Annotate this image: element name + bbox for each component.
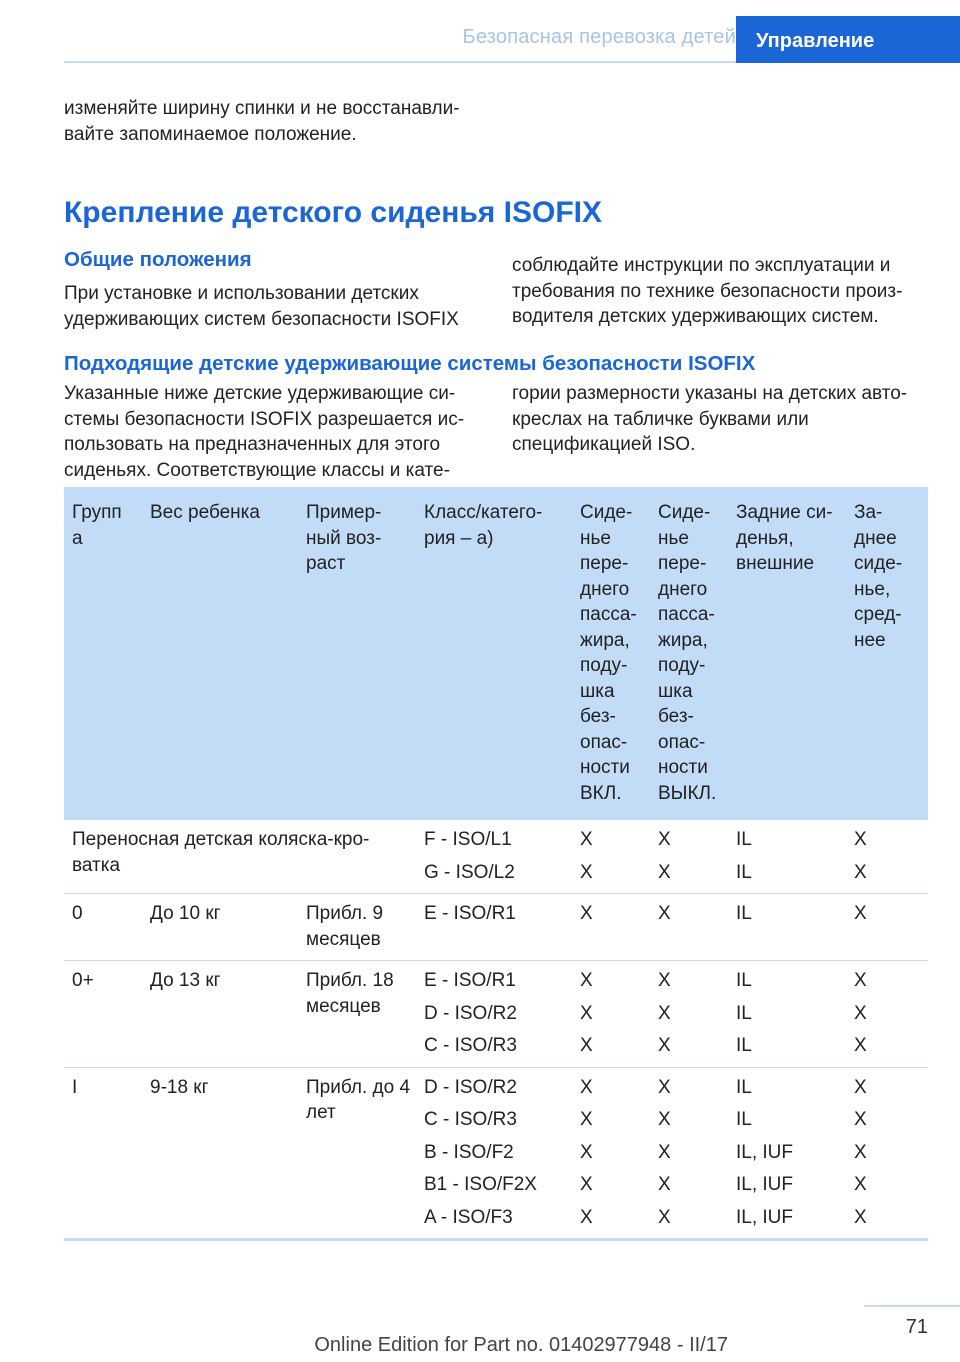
running-header-section: Безопасная перевозка детей xyxy=(462,26,736,48)
text-line: При установке и использовании детских xyxy=(64,283,419,304)
front-off-cell: X X xyxy=(650,820,728,894)
text-line: креслах на табличке буквами или xyxy=(512,408,809,430)
page-number-rule xyxy=(864,1305,960,1307)
general-text-left xyxy=(64,281,489,332)
chapter-tab: Управление xyxy=(736,16,960,63)
intro-paragraph xyxy=(64,96,484,147)
col-header-front-airbag-off: Сиде- нье пере- днего пасса- жира, поду- шка без- опас- ности ВЫКЛ. xyxy=(650,487,728,820)
page-number: 71 xyxy=(905,1316,928,1338)
class-cell: E - ISO/R1 D - ISO/R2 C - ISO/R3 xyxy=(416,961,572,1068)
text-line: гории размерности указаны на детских авто- xyxy=(512,383,908,404)
intro-line: вайте запоминаемое положение. xyxy=(64,123,357,145)
text-line: Указанные ниже детские удерживающие си- xyxy=(64,383,456,404)
front-on-cell: X X X xyxy=(572,961,650,1068)
general-heading: Общие положения xyxy=(64,248,252,271)
table-row xyxy=(64,961,928,1068)
text-line: удерживающих систем безопасности ISOFIX xyxy=(64,308,459,330)
weight-cell: 9-18 кг xyxy=(142,1067,298,1240)
suitable-text-left xyxy=(64,381,494,483)
text-line: требования по технике безопасности произ- xyxy=(512,280,903,302)
text-line: соблюдайте инструкции по эксплуатации и xyxy=(512,255,891,276)
text-line: сиденьях. Соответствующие классы и кате- xyxy=(64,459,450,481)
front-off-cell: X X X xyxy=(650,961,728,1068)
age-cell: Прибл. 18 месяцев xyxy=(298,961,416,1068)
table-header-row xyxy=(64,487,928,820)
table-row xyxy=(64,820,928,894)
group-cell: 0+ xyxy=(64,961,142,1068)
col-header-rear-outer: Задние си- денья, внешние xyxy=(728,487,846,820)
col-header-age: Пример- ный воз- раст xyxy=(298,487,416,820)
header-rule xyxy=(64,61,736,63)
front-off-cell: X X X X X xyxy=(650,1067,728,1240)
col-header-weight: Вес ребенка xyxy=(142,487,298,820)
weight-cell: До 13 кг xyxy=(142,961,298,1068)
rear-outer-cell: IL IL xyxy=(728,820,846,894)
general-text-right xyxy=(512,253,932,330)
rear-outer-cell: IL xyxy=(728,894,846,961)
rear-outer-cell: IL IL IL, IUF IL, IUF IL, IUF xyxy=(728,1067,846,1240)
carrycot-label-cell: Переносная детская коляска-кро-ватка xyxy=(64,820,416,894)
front-on-cell: X X xyxy=(572,820,650,894)
class-cell: D - ISO/R2 C - ISO/R3 B - ISO/F2 B1 - ISO/F2X A - ISO/F3 xyxy=(416,1067,572,1240)
text-line: спецификацией ISO. xyxy=(512,434,696,455)
rear-outer-cell: IL IL IL xyxy=(728,961,846,1068)
footer-edition-note: Online Edition for Part no. 01402977948 - II/17 xyxy=(314,1334,728,1356)
col-header-rear-center: За- днее сиде- нье, сред- нее xyxy=(846,487,928,820)
text-line: водителя детских удерживающих систем. xyxy=(512,306,879,327)
rear-center-cell: X X X X X xyxy=(846,1067,928,1240)
section-title: Крепление детского сиденья ISOFIX xyxy=(64,196,602,229)
group-cell: I xyxy=(64,1067,142,1240)
table-row xyxy=(64,894,928,961)
group-cell: 0 xyxy=(64,894,142,961)
front-on-cell: X X X X X xyxy=(572,1067,650,1240)
rear-center-cell: X xyxy=(846,894,928,961)
isofix-table xyxy=(64,487,928,1241)
rear-center-cell: X X xyxy=(846,820,928,894)
suitable-text-right xyxy=(512,381,937,458)
text-line: стемы безопасности ISOFIX разрешается ис- xyxy=(64,408,465,430)
table-row xyxy=(64,1067,928,1240)
age-cell: Прибл. 9 месяцев xyxy=(298,894,416,961)
col-header-group: Групп а xyxy=(64,487,142,820)
age-cell: Прибл. до 4 лет xyxy=(298,1067,416,1240)
col-header-front-airbag-on: Сиде- нье пере- днего пасса- жира, поду- шка без- опас- ности ВКЛ. xyxy=(572,487,650,820)
front-off-cell: X xyxy=(650,894,728,961)
suitable-heading: Подходящие детские удерживающие системы безопасности ISOFIX xyxy=(64,352,756,375)
weight-cell: До 10 кг xyxy=(142,894,298,961)
class-cell: F - ISO/L1 G - ISO/L2 xyxy=(416,820,572,894)
rear-center-cell: X X X xyxy=(846,961,928,1068)
text-line: пользовать на предназначенных для этого xyxy=(64,434,441,455)
class-cell: E - ISO/R1 xyxy=(416,894,572,961)
front-on-cell: X xyxy=(572,894,650,961)
intro-line: изменяйте ширину спинки и не восстанавли- xyxy=(64,98,460,119)
col-header-class: Класс/катего- рия – а) xyxy=(416,487,572,820)
